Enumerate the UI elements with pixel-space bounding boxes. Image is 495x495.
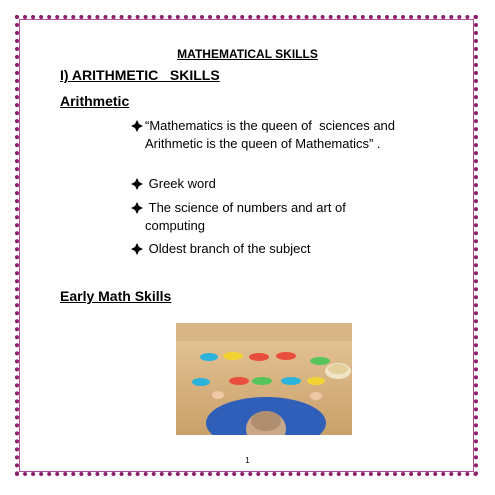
- bullet-text: Greek word: [145, 176, 216, 191]
- section-heading: I) ARITHMETIC SKILLS: [60, 67, 220, 83]
- bullet-text: The science of numbers and art of computing: [145, 200, 350, 233]
- page-number: 1: [245, 456, 250, 465]
- diamond-bullet-icon: [131, 120, 143, 132]
- diamond-bullet-icon: [131, 178, 143, 190]
- bullet-text: “Mathematics is the queen of sciences and Arithmetic is the queen of Mathematics” .: [145, 118, 398, 151]
- page-title: MATHEMATICAL SKILLS: [177, 47, 318, 61]
- diamond-bullet-icon: [131, 243, 143, 255]
- child-counting-photo: [176, 323, 352, 435]
- diamond-bullet-icon: [131, 202, 143, 214]
- bullet-text: Oldest branch of the subject: [145, 241, 311, 256]
- subheading-arithmetic: Arithmetic: [60, 93, 130, 109]
- subheading-early-math: Early Math Skills: [60, 288, 172, 304]
